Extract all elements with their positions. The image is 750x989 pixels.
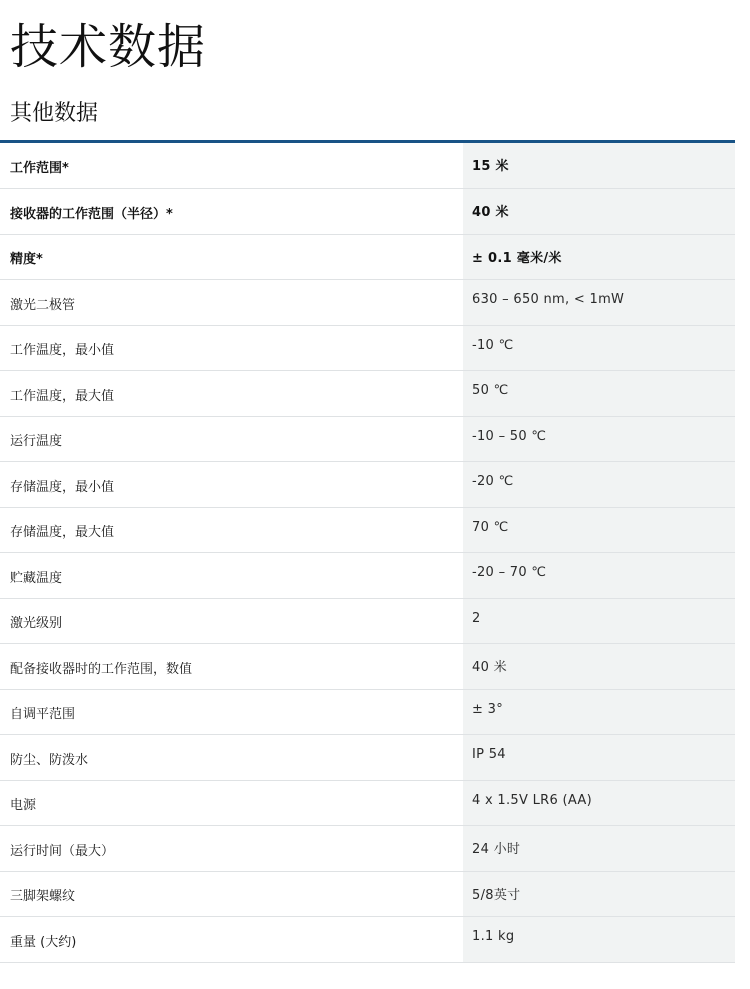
spec-row-storage-temp-min xyxy=(0,462,735,508)
spec-value: 5/8英寸 xyxy=(463,871,735,917)
spec-row-laser-class xyxy=(0,598,735,644)
spec-row-laser-diode xyxy=(0,280,735,326)
spec-row-dust-splash-protection xyxy=(0,735,735,781)
spec-value: ± 0.1 毫米/米 xyxy=(463,234,735,280)
spec-value: -20 – 70 ℃ xyxy=(463,553,735,599)
spec-label: 工作范围* xyxy=(0,143,463,189)
spec-row-storage-temp xyxy=(0,553,735,599)
spec-value: 70 ℃ xyxy=(463,507,735,553)
spec-label: 电源 xyxy=(0,780,463,826)
spec-row-operating-temp-max xyxy=(0,371,735,417)
spec-row-self-leveling-range xyxy=(0,689,735,735)
spec-row-range-with-receiver xyxy=(0,644,735,690)
section-title: 其他数据 xyxy=(10,101,99,126)
spec-label: 自调平范围 xyxy=(0,689,463,735)
spec-value: 24 小时 xyxy=(463,826,735,872)
spec-label: 激光级别 xyxy=(0,598,463,644)
spec-row-tripod-thread xyxy=(0,871,735,917)
spec-row-operating-temp xyxy=(0,416,735,462)
spec-value: 4 x 1.5V LR6 (AA) xyxy=(463,780,735,826)
spec-label: 存储温度，最大值 xyxy=(0,507,463,553)
page-title: 技术数据 xyxy=(10,19,207,75)
spec-label: 防尘、防泼水 xyxy=(0,735,463,781)
spec-value: 2 xyxy=(463,598,735,644)
spec-row-accuracy xyxy=(0,234,735,280)
spec-label: 精度* xyxy=(0,234,463,280)
spec-label: 工作温度，最大值 xyxy=(0,371,463,417)
spec-row-weight xyxy=(0,917,735,963)
spec-label: 运行温度 xyxy=(0,416,463,462)
spec-value: -20 ℃ xyxy=(463,462,735,508)
spec-value: -10 ℃ xyxy=(463,325,735,371)
spec-label: 激光二极管 xyxy=(0,280,463,326)
spec-value: 50 ℃ xyxy=(463,371,735,417)
spec-label: 接收器的工作范围（半径）* xyxy=(0,189,463,235)
spec-row-runtime-max xyxy=(0,826,735,872)
spec-label: 贮藏温度 xyxy=(0,553,463,599)
spec-value: ± 3° xyxy=(463,689,735,735)
spec-row-operating-temp-min xyxy=(0,325,735,371)
spec-value: IP 54 xyxy=(463,735,735,781)
spec-label: 配备接收器时的工作范围，数值 xyxy=(0,644,463,690)
spec-label: 重量 (大约) xyxy=(0,917,463,963)
spec-label: 运行时间（最大） xyxy=(0,826,463,872)
spec-label: 存储温度，最小值 xyxy=(0,462,463,508)
spec-table xyxy=(0,143,735,963)
spec-value: 40 米 xyxy=(463,189,735,235)
spec-value: 40 米 xyxy=(463,644,735,690)
spec-value: 630 – 650 nm, < 1mW xyxy=(463,280,735,326)
spec-row-power-supply xyxy=(0,780,735,826)
spec-label: 工作温度，最小值 xyxy=(0,325,463,371)
spec-value: 15 米 xyxy=(463,143,735,189)
spec-row-storage-temp-max xyxy=(0,507,735,553)
spec-value: 1.1 kg xyxy=(463,917,735,963)
spec-value: -10 – 50 ℃ xyxy=(463,416,735,462)
spec-label: 三脚架螺纹 xyxy=(0,871,463,917)
spec-table-body xyxy=(0,143,735,962)
spec-row-receiver-range xyxy=(0,189,735,235)
spec-row-operating-range xyxy=(0,143,735,189)
